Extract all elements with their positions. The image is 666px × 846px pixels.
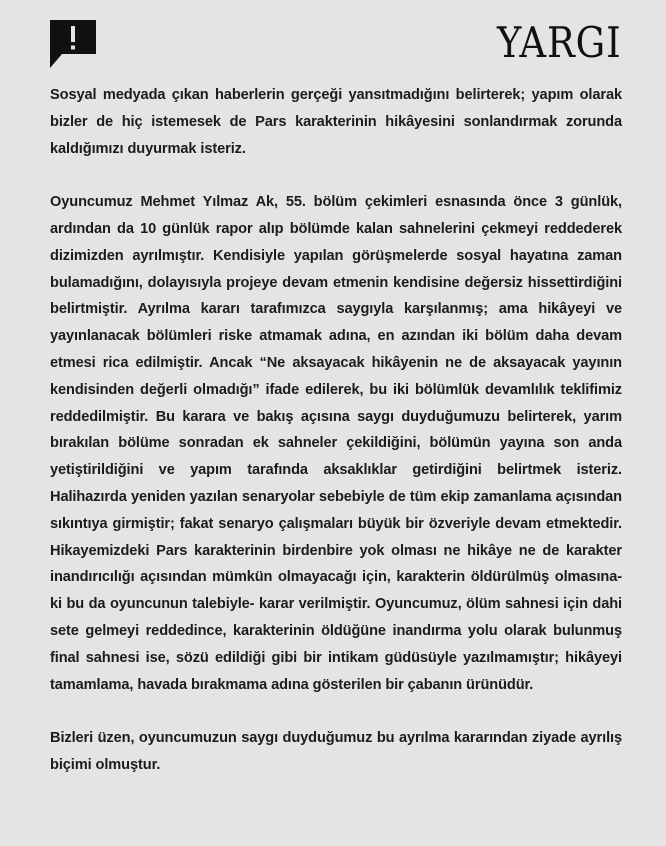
statement-paragraph-closing: Bizleri üzen, oyuncumuzun saygı duyduğumuz bu ayrılma kararından ziyade ayrılış biçimi olmuştur.: [50, 730, 622, 773]
header: [50, 20, 622, 70]
brand-logo: YARGI: [497, 18, 622, 67]
statement-paragraph-intro: Sosyal medyada çıkan haberlerin gerçeği yansıtmadığını belirterek; yapım olarak bizler de hiç istemesek de Pars karakterinin hikâyesini sonlandırmak zorunda kaldığımızı duyurmak isteriz.: [50, 87, 622, 157]
statement-body: [50, 82, 622, 779]
statement-paragraph-details: Oyuncumuz Mehmet Yılmaz Ak, 55. bölüm çekimleri esnasında önce 3 günlük, ardından da 10 günlük rapor alıp bölümde kalan sahnelerini çekmeyi reddederek dizimizden ayrılmıştır. Kendisiyle yapılan görüşmelerde sosyal hayatına zaman bulamadığını, dolayısıyla projeye devam etmenin kendisine değersiz hissettirdiğini belirtmiştir. Ayrılma kararı tarafımızca saygıyla karşılanmış; ama hikâyeyi ve yayınlanacak bölümleri riske atmamak adına, en azından iki bölüm daha devam etmesi rica edilmiştir. Ancak “Ne aksayacak hikâyenin ne de aksayacak yayının kendisinden değerli olmadığı” ifade edilerek, bu iki bölümlük devamlılık teklifimiz reddedilmiştir. Bu karara ve bakış açısına saygı duyduğumuzu belirterek, yarım bırakılan bölüme sonradan ek sahneler çekildiğini, bölümün yayına son anda yetiştirildiğini ve yapım tarafında aksaklıklar getirdiğini belirtmek isteriz. Halihazırda yeniden yazılan senaryolar sebebiyle de tüm ekip zamanlama açısından sıkıntıya girmiştir; fakat senaryo çalışmaları büyük bir özveriyle devam etmektedir. Hikayemizdeki Pars karakterinin birdenbire yok olması ne hikâye ne de karakter inandırıcılığı açısından mümkün olmayacağı için, karakterin öldürülmüş olmasına-ki bu da oyuncunun talebiyle- karar verilmiştir. Oyuncumuz, ölüm sahnesi için dahi sete gelmeyi reddedince, karakterinin öldüğüne inandırma yolu olarak bulunmuş final sahnesi ise, sözü edildiği gibi bir intikam güdüsüyle yazılmamıştır; hikâyeyi tamamlama, havada bırakmama adına gösterilen bir çabanın ürünüdür.: [50, 194, 622, 693]
speech-bubble-exclamation-icon: [50, 20, 96, 68]
